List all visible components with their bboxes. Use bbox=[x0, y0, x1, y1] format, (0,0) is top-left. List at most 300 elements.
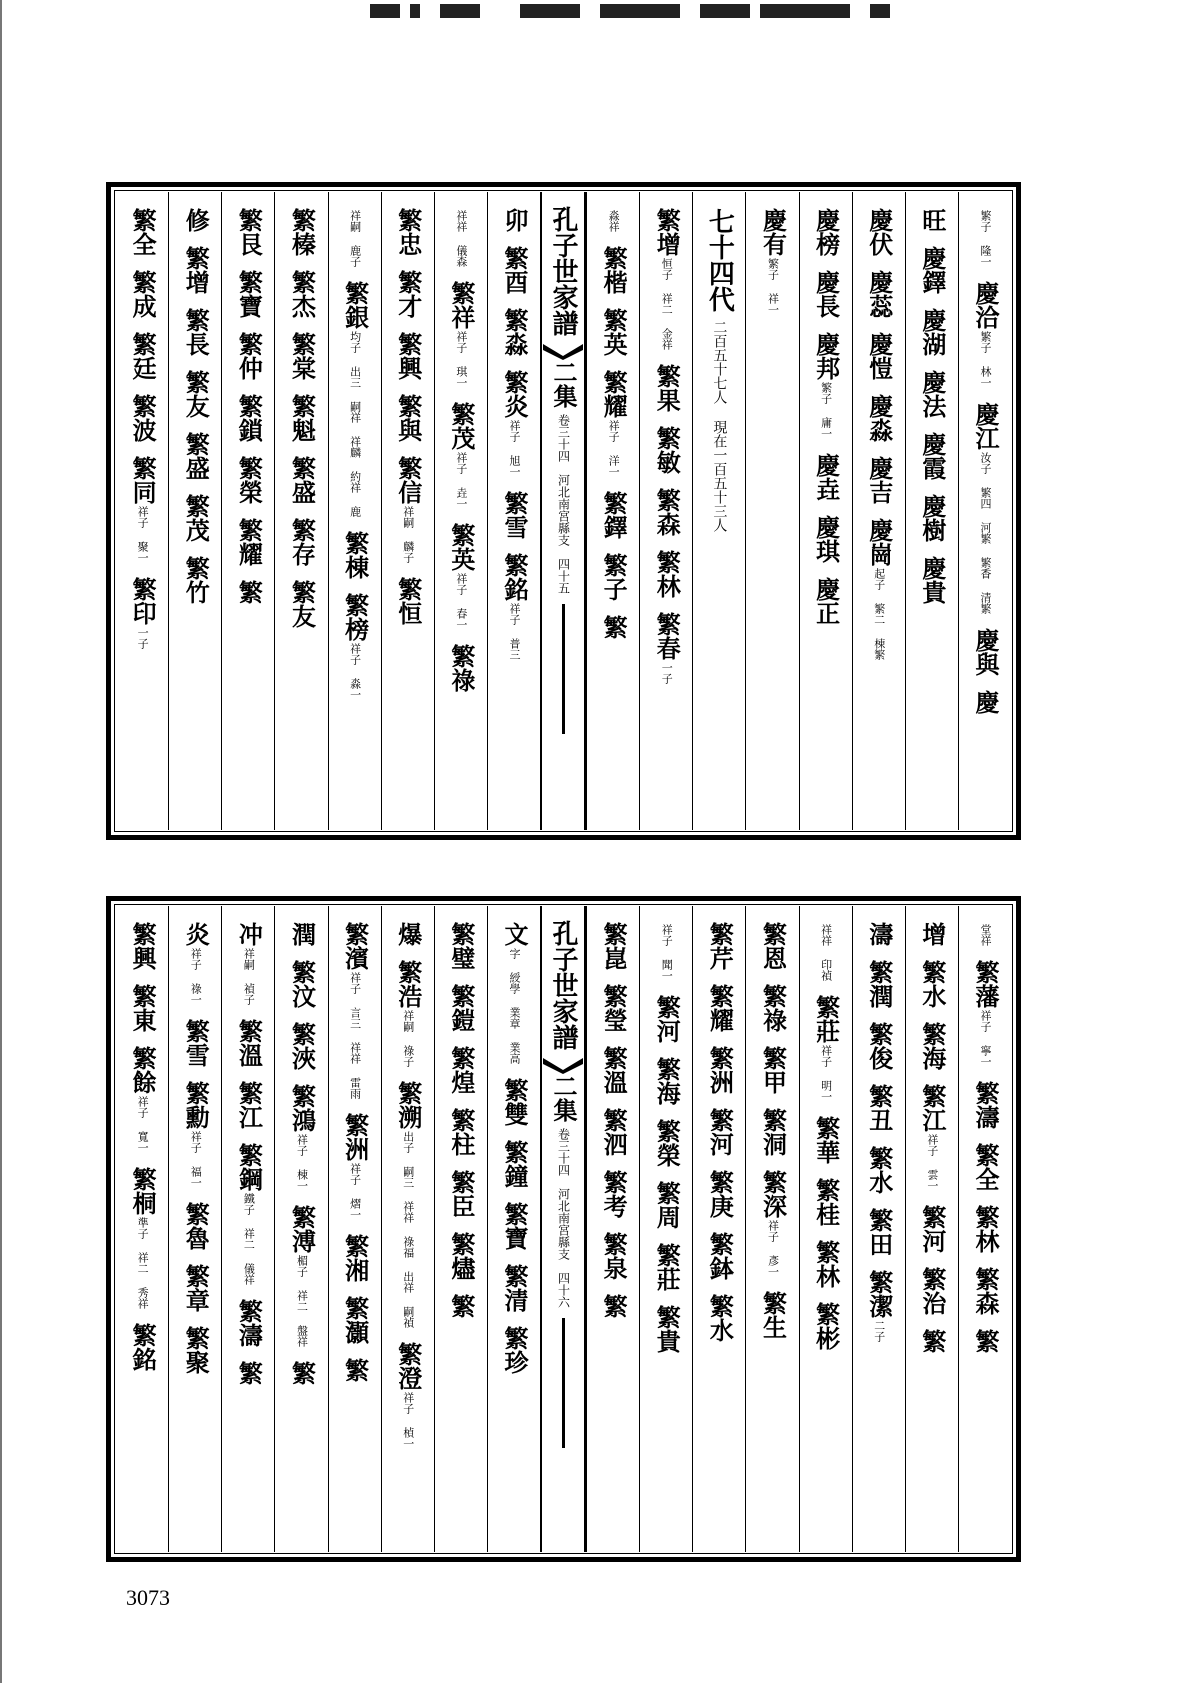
name-entry bbox=[599, 370, 627, 477]
person-name: 繁波 bbox=[128, 394, 158, 442]
name-annotation: 祥子 棟一 bbox=[295, 1134, 309, 1191]
name-entry bbox=[865, 208, 893, 256]
name-annotation: 祥子 明一 bbox=[819, 1045, 833, 1102]
person-name: 繁鎖 bbox=[234, 394, 264, 442]
person-name: 繁 bbox=[340, 1358, 370, 1382]
person-name: 繁杰 bbox=[287, 270, 317, 318]
name-entry bbox=[865, 270, 893, 318]
person-name: 繁泗 bbox=[599, 1108, 629, 1156]
name-entry bbox=[287, 580, 315, 628]
person-name: 繁崑 bbox=[599, 922, 629, 970]
person-name: 繁鉢 bbox=[705, 1232, 735, 1280]
person-name: 繁楷 bbox=[599, 246, 629, 294]
person-name: 繁甲 bbox=[758, 1046, 788, 1094]
name-entry bbox=[705, 922, 733, 970]
name-entry bbox=[758, 922, 786, 970]
person-name: 文 bbox=[499, 922, 529, 946]
person-name: 繁酉 bbox=[499, 246, 529, 294]
person-name: 繁洞 bbox=[758, 1108, 788, 1156]
person-name: 繁丑 bbox=[864, 1084, 894, 1132]
person-name: 繁海 bbox=[652, 1057, 682, 1105]
name-entry bbox=[500, 1326, 528, 1374]
name-entry bbox=[705, 1046, 733, 1094]
name-column bbox=[487, 192, 540, 830]
name-annotation: 祥子 楨一 bbox=[401, 1392, 415, 1449]
name-entry bbox=[705, 1232, 733, 1280]
person-name: 繁雪 bbox=[499, 491, 529, 539]
name-entry bbox=[394, 208, 422, 256]
name-column bbox=[221, 192, 274, 830]
name-entry bbox=[234, 1081, 262, 1129]
bottom-panel-columns bbox=[116, 906, 1011, 1552]
person-name: 繁盛 bbox=[287, 456, 317, 504]
name-column bbox=[852, 192, 905, 830]
name-entry bbox=[341, 1296, 369, 1344]
person-name: 繁周 bbox=[652, 1181, 682, 1229]
name-entry bbox=[287, 1022, 315, 1070]
person-name: 慶淼 bbox=[864, 394, 894, 442]
person-name: 繁桂 bbox=[811, 1178, 841, 1226]
folio-number: 四十五 bbox=[556, 558, 571, 594]
name-entry bbox=[758, 208, 786, 315]
person-name: 繁與 bbox=[393, 394, 423, 442]
name-entry bbox=[234, 208, 262, 256]
person-name: 繁彬 bbox=[811, 1302, 841, 1350]
name-annotation: 祥子 言三 祥祥 雷雨 bbox=[348, 972, 362, 1099]
person-name: 繁耀 bbox=[599, 370, 629, 418]
person-name: 繁存 bbox=[287, 518, 317, 566]
name-entry bbox=[500, 1202, 528, 1250]
person-name: 繁河 bbox=[917, 1205, 947, 1253]
name-entry bbox=[394, 332, 422, 380]
name-entry bbox=[918, 1022, 946, 1070]
name-column bbox=[168, 192, 221, 830]
name-entry bbox=[865, 394, 893, 442]
name-entry bbox=[447, 523, 475, 630]
name-annotation: 楣子 祥二 盤祥 bbox=[295, 1255, 309, 1347]
name-annotation: 祥子 聚一 bbox=[136, 506, 150, 563]
person-name: 繁 bbox=[599, 615, 629, 639]
person-name: 繁雪 bbox=[181, 1019, 211, 1067]
person-name: 繁柱 bbox=[446, 1108, 476, 1156]
person-name: 繁祿 bbox=[758, 984, 788, 1032]
person-name: 繁炎 bbox=[499, 370, 529, 418]
name-entry bbox=[500, 491, 528, 539]
name-annotation: 繁子 林一 bbox=[978, 331, 992, 388]
person-name: 繁廷 bbox=[128, 332, 158, 380]
name-entry bbox=[758, 1291, 786, 1339]
page-number: 3073 bbox=[126, 1585, 170, 1610]
person-name: 繁考 bbox=[599, 1170, 629, 1218]
name-entry bbox=[652, 488, 680, 536]
name-annotation: 繁子 隆一 bbox=[978, 210, 992, 267]
name-entry bbox=[394, 960, 422, 1067]
name-column bbox=[852, 906, 905, 1552]
person-name: 慶吉 bbox=[864, 456, 894, 504]
person-name: 繁潤 bbox=[864, 960, 894, 1008]
name-entry bbox=[812, 1178, 840, 1226]
name-annotation: 祥子 祿一 bbox=[189, 948, 203, 1005]
name-column bbox=[958, 906, 1011, 1552]
name-entry bbox=[705, 1294, 733, 1342]
fishtail-ornament-icon bbox=[543, 342, 583, 360]
top-genealogy-panel bbox=[106, 182, 1021, 840]
name-entry bbox=[971, 628, 999, 676]
person-name: 繁 bbox=[287, 1361, 317, 1385]
name-entry bbox=[971, 960, 999, 1067]
person-name: 繁才 bbox=[393, 270, 423, 318]
person-name: 繁棠 bbox=[287, 332, 317, 380]
person-name: 繁英 bbox=[446, 523, 476, 571]
person-name: 繁寶 bbox=[499, 1202, 529, 1250]
name-entry bbox=[287, 922, 315, 946]
name-annotation: 二子 bbox=[872, 1320, 886, 1342]
name-entry bbox=[181, 1264, 209, 1312]
name-entry bbox=[287, 270, 315, 318]
fishtail-ornament-icon bbox=[543, 1056, 583, 1074]
name-annotation: 起子 繁二 棟繁 bbox=[872, 568, 886, 660]
name-annotation: 準子 祥二 秀祥 bbox=[136, 1217, 150, 1309]
name-entry bbox=[234, 1361, 262, 1385]
name-entry bbox=[705, 1108, 733, 1156]
person-name: 繁燼 bbox=[446, 1232, 476, 1280]
name-entry bbox=[918, 556, 946, 604]
top-panel-columns bbox=[116, 192, 1011, 830]
person-name: 繁璧 bbox=[446, 922, 476, 970]
name-entry bbox=[971, 1267, 999, 1315]
name-entry bbox=[820, 922, 832, 981]
name-entry bbox=[918, 1329, 946, 1353]
person-name: 慶湖 bbox=[917, 308, 947, 356]
name-entry bbox=[652, 208, 680, 350]
name-entry bbox=[660, 922, 672, 981]
name-entry bbox=[500, 370, 528, 477]
name-annotation: 堂祥 bbox=[978, 924, 992, 946]
name-entry bbox=[652, 550, 680, 598]
name-entry bbox=[812, 453, 840, 501]
person-name: 繁東 bbox=[128, 984, 158, 1032]
person-name: 繁耀 bbox=[705, 984, 735, 1032]
person-name: 繁棟 bbox=[340, 531, 370, 579]
name-entry bbox=[865, 518, 893, 660]
name-annotation: 淼祥 bbox=[607, 210, 621, 232]
name-entry bbox=[599, 984, 627, 1032]
person-name: 繁河 bbox=[652, 995, 682, 1043]
name-entry bbox=[181, 308, 209, 356]
volume-label: 卷三十四 bbox=[556, 1128, 571, 1176]
name-annotation: 字 綬學 業章 業高 bbox=[507, 948, 521, 1064]
book-title: 孔子世家譜 bbox=[548, 920, 578, 1050]
person-name: 慶蕊 bbox=[864, 270, 894, 318]
name-entry bbox=[500, 553, 528, 660]
name-annotation: 祥子 福一 bbox=[189, 1131, 203, 1188]
person-name: 慶法 bbox=[917, 370, 947, 418]
name-entry bbox=[971, 281, 999, 388]
name-entry bbox=[599, 1232, 627, 1280]
name-entry bbox=[500, 308, 528, 356]
person-name: 慶琪 bbox=[811, 515, 841, 563]
person-name: 繁長 bbox=[181, 308, 211, 356]
person-name: 繁洲 bbox=[340, 1113, 370, 1161]
name-column bbox=[745, 192, 798, 830]
person-name: 繁生 bbox=[758, 1291, 788, 1339]
name-entry bbox=[394, 922, 422, 946]
person-name: 繁江 bbox=[234, 1081, 264, 1129]
person-name: 繁溫 bbox=[599, 1046, 629, 1094]
name-entry bbox=[234, 332, 262, 380]
person-name: 繁恩 bbox=[758, 922, 788, 970]
person-name: 修 bbox=[181, 208, 211, 232]
name-entry bbox=[918, 246, 946, 294]
name-annotation: 祥子 彥一 bbox=[766, 1220, 780, 1277]
name-entry bbox=[979, 922, 991, 946]
center-vertical-bar bbox=[562, 1318, 565, 1448]
person-name: 繁澄 bbox=[393, 1342, 423, 1390]
name-entry bbox=[181, 1202, 209, 1250]
name-column bbox=[905, 192, 958, 830]
name-entry bbox=[128, 922, 156, 970]
name-entry bbox=[599, 615, 627, 639]
name-column bbox=[328, 192, 381, 830]
name-column bbox=[328, 906, 381, 1552]
name-entry bbox=[599, 1108, 627, 1156]
person-name: 繁華 bbox=[811, 1116, 841, 1164]
person-name: 慶邦 bbox=[811, 332, 841, 380]
person-name: 繁水 bbox=[917, 960, 947, 1008]
bottom-genealogy-panel bbox=[106, 896, 1021, 1562]
person-name: 繁潔 bbox=[864, 1270, 894, 1318]
person-name: 繁 bbox=[234, 580, 264, 604]
name-entry bbox=[447, 644, 475, 692]
name-entry bbox=[181, 556, 209, 604]
name-entry bbox=[918, 1267, 946, 1315]
name-column bbox=[905, 906, 958, 1552]
person-name: 繁祥 bbox=[446, 281, 476, 329]
person-name: 繁森 bbox=[652, 488, 682, 536]
name-entry bbox=[599, 246, 627, 294]
name-entry bbox=[865, 1084, 893, 1132]
person-name: 繁森 bbox=[970, 1267, 1000, 1315]
volume-info bbox=[557, 1128, 570, 1308]
name-entry bbox=[287, 456, 315, 504]
name-entry bbox=[349, 208, 361, 267]
name-entry bbox=[758, 1170, 786, 1277]
person-name: 冲 bbox=[234, 922, 264, 946]
name-column bbox=[274, 906, 327, 1552]
name-entry bbox=[865, 1270, 893, 1342]
name-entry bbox=[287, 394, 315, 442]
name-entry bbox=[394, 456, 422, 563]
person-name: 繁忠 bbox=[393, 208, 423, 256]
person-name: 增 bbox=[917, 922, 947, 946]
name-entry bbox=[287, 1361, 315, 1385]
name-entry bbox=[500, 1264, 528, 1312]
name-entry bbox=[865, 922, 893, 946]
person-name: 慶伏 bbox=[864, 208, 894, 256]
person-name: 繁茂 bbox=[181, 494, 211, 542]
person-name: 繁友 bbox=[181, 370, 211, 418]
person-name: 繁濤 bbox=[234, 1299, 264, 1347]
person-name: 繁榜 bbox=[340, 593, 370, 641]
person-name: 繁鋼 bbox=[234, 1143, 264, 1191]
person-name: 慶貴 bbox=[917, 556, 947, 604]
name-entry bbox=[447, 1108, 475, 1156]
person-name: 繁淼 bbox=[499, 308, 529, 356]
name-column bbox=[958, 192, 1011, 830]
name-entry bbox=[128, 577, 156, 649]
name-entry bbox=[812, 332, 840, 439]
person-name: 繁魯 bbox=[181, 1202, 211, 1250]
name-column bbox=[586, 906, 639, 1552]
name-entry bbox=[705, 1170, 733, 1218]
name-entry bbox=[234, 518, 262, 566]
person-name: 繁林 bbox=[811, 1240, 841, 1288]
person-name: 繁水 bbox=[864, 1146, 894, 1194]
name-entry bbox=[652, 1119, 680, 1167]
person-name: 繁林 bbox=[652, 550, 682, 598]
name-entry bbox=[341, 1113, 369, 1220]
name-entry bbox=[234, 922, 262, 1005]
person-name: 繁莊 bbox=[811, 995, 841, 1043]
name-annotation: 祥祥 印禎 bbox=[819, 924, 833, 981]
name-entry bbox=[394, 394, 422, 442]
name-entry bbox=[341, 1234, 369, 1282]
name-entry bbox=[128, 208, 156, 256]
name-annotation: 祥子 洋一 bbox=[607, 420, 621, 477]
name-column bbox=[745, 906, 798, 1552]
person-name: 慶洽 bbox=[970, 281, 1000, 329]
person-name: 旺 bbox=[917, 208, 947, 232]
person-name: 繁祿 bbox=[446, 644, 476, 692]
name-entry bbox=[918, 432, 946, 480]
person-name: 繁庚 bbox=[705, 1170, 735, 1218]
person-name: 慶鐸 bbox=[917, 246, 947, 294]
person-name: 慶霞 bbox=[917, 432, 947, 480]
person-name: 繁勳 bbox=[181, 1081, 211, 1129]
person-name: 慶樹 bbox=[917, 494, 947, 542]
person-name: 繁濱 bbox=[340, 922, 370, 970]
person-name: 繁瑩 bbox=[599, 984, 629, 1032]
person-name: 繁 bbox=[970, 1329, 1000, 1353]
name-entry bbox=[128, 394, 156, 442]
name-entry bbox=[812, 995, 840, 1102]
person-name: 繁竹 bbox=[181, 556, 211, 604]
person-name: 慶江 bbox=[970, 402, 1000, 450]
person-name: 繁水 bbox=[705, 1294, 735, 1342]
name-entry bbox=[812, 1302, 840, 1350]
person-name: 繁深 bbox=[758, 1170, 788, 1218]
name-annotation: 鐵子 祥二 儀祥 bbox=[242, 1193, 256, 1285]
name-entry bbox=[812, 1116, 840, 1164]
name-entry bbox=[500, 1078, 528, 1126]
person-name: 炎 bbox=[181, 922, 211, 946]
person-name: 慶 bbox=[970, 690, 1000, 714]
name-entry bbox=[865, 960, 893, 1008]
name-annotation: 汝子 繁四 河繁 繁香 清繁 bbox=[978, 452, 992, 614]
name-entry bbox=[500, 246, 528, 294]
person-name: 繁藩 bbox=[970, 960, 1000, 1008]
name-annotation: 祥嗣 禎子 bbox=[242, 948, 256, 1005]
name-entry bbox=[971, 1081, 999, 1129]
center-vertical-bar bbox=[562, 604, 565, 734]
person-name: 繁俊 bbox=[864, 1022, 894, 1070]
name-entry bbox=[971, 690, 999, 714]
name-entry bbox=[341, 1358, 369, 1382]
person-name: 爆 bbox=[393, 922, 423, 946]
person-name: 繁洲 bbox=[705, 1046, 735, 1094]
person-name: 繁榮 bbox=[652, 1119, 682, 1167]
person-name: 繁興 bbox=[393, 332, 423, 380]
name-entry bbox=[234, 1143, 262, 1285]
name-entry bbox=[447, 1046, 475, 1094]
name-entry bbox=[234, 580, 262, 604]
person-name: 濤 bbox=[864, 922, 894, 946]
name-entry bbox=[599, 1294, 627, 1318]
person-name: 繁恒 bbox=[393, 577, 423, 625]
name-entry bbox=[979, 208, 991, 267]
name-entry bbox=[865, 1208, 893, 1256]
person-name: 慶正 bbox=[811, 577, 841, 625]
name-entry bbox=[652, 1181, 680, 1229]
person-name: 繁桐 bbox=[128, 1167, 158, 1215]
person-name: 慶愷 bbox=[864, 332, 894, 380]
name-column bbox=[221, 906, 274, 1552]
name-entry bbox=[181, 922, 209, 1005]
name-entry bbox=[500, 1140, 528, 1188]
top-scan-marks bbox=[240, 4, 940, 20]
person-name: 繁汶 bbox=[287, 960, 317, 1008]
name-entry bbox=[918, 494, 946, 542]
folio-number: 四十六 bbox=[556, 1272, 571, 1308]
name-entry bbox=[652, 426, 680, 474]
name-entry bbox=[128, 332, 156, 380]
name-entry bbox=[181, 494, 209, 542]
name-entry bbox=[652, 1057, 680, 1105]
name-annotation: 均子 出三 嗣祥 祥麟 約祥 鹿 bbox=[348, 331, 362, 517]
name-entry bbox=[758, 984, 786, 1032]
person-name: 繁全 bbox=[970, 1143, 1000, 1191]
person-name: 繁章 bbox=[181, 1264, 211, 1312]
person-name: 繁榛 bbox=[287, 208, 317, 256]
name-entry bbox=[865, 332, 893, 380]
generation-column bbox=[692, 192, 745, 830]
person-name: 繁增 bbox=[181, 246, 211, 294]
person-name: 繁珍 bbox=[499, 1326, 529, 1374]
person-name: 繁 bbox=[446, 1294, 476, 1318]
name-entry bbox=[652, 1243, 680, 1291]
person-name: 繁魁 bbox=[287, 394, 317, 442]
person-name: 繁春 bbox=[652, 612, 682, 660]
name-entry bbox=[128, 1167, 156, 1309]
person-name: 繁田 bbox=[864, 1208, 894, 1256]
name-annotation: 祥嗣 祿子 bbox=[401, 1010, 415, 1067]
person-name: 繁灝 bbox=[340, 1296, 370, 1344]
name-annotation: 一子 bbox=[660, 662, 674, 684]
person-name: 繁同 bbox=[128, 456, 158, 504]
person-name: 繁艮 bbox=[234, 208, 264, 256]
person-name: 繁溫 bbox=[234, 1019, 264, 1067]
name-entry bbox=[341, 593, 369, 700]
name-entry bbox=[234, 270, 262, 318]
name-entry bbox=[234, 456, 262, 504]
person-name: 慶垚 bbox=[811, 453, 841, 501]
name-annotation: 祥子 聞一 bbox=[660, 924, 674, 981]
name-entry bbox=[652, 995, 680, 1043]
name-annotation: 祥子 垚一 bbox=[454, 452, 468, 509]
person-name: 繁林 bbox=[970, 1205, 1000, 1253]
volume-info bbox=[557, 414, 570, 594]
name-entry bbox=[447, 1170, 475, 1218]
